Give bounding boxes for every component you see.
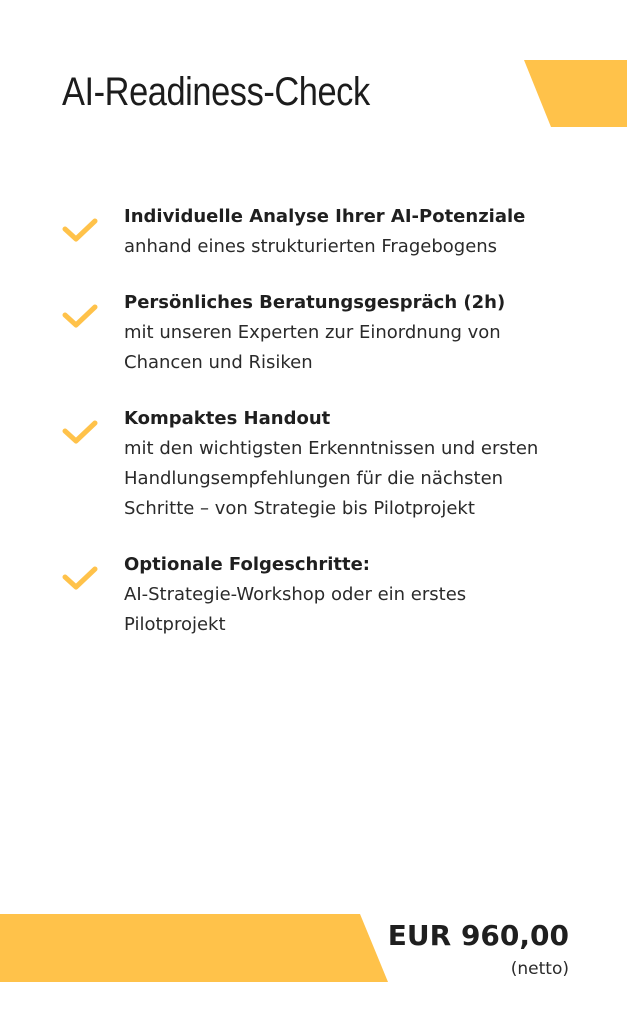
feature-description: AI-Strategie-Workshop oder ein erstes Pilotprojekt: [124, 584, 467, 635]
corner-accent-shape: [524, 60, 627, 127]
check-icon: [62, 216, 98, 244]
feature-item: [62, 404, 562, 524]
check-icon: [62, 418, 98, 446]
check-icon: [62, 564, 98, 592]
page-title: AI-Readiness-Check: [62, 70, 370, 114]
feature-description: mit unseren Experten zur Einordnung von Chancen und Risiken: [124, 322, 501, 373]
feature-title: Individuelle Analyse Ihrer AI-Potenziale: [124, 206, 526, 227]
feature-title: Kompaktes Handout: [124, 408, 331, 429]
feature-item: [62, 550, 562, 640]
feature-title: Optionale Folgeschritte:: [124, 554, 370, 575]
feature-description: mit den wichtigsten Erkenntnissen und ersten Handlungsempfehlungen für die nächsten Schritte – von Strategie bis Pilotprojekt: [124, 438, 539, 519]
price-amount: EUR 960,00: [387, 919, 569, 952]
feature-item: [62, 202, 562, 262]
feature-item: [62, 288, 562, 378]
price-box: [388, 916, 569, 982]
feature-list: [62, 202, 562, 666]
price-accent-band: [0, 914, 388, 982]
feature-title: Persönliches Beratungsgespräch (2h): [124, 292, 506, 313]
price-note: (netto): [510, 959, 569, 979]
check-icon: [62, 302, 98, 330]
feature-description: anhand eines strukturierten Fragebogens: [124, 236, 498, 257]
